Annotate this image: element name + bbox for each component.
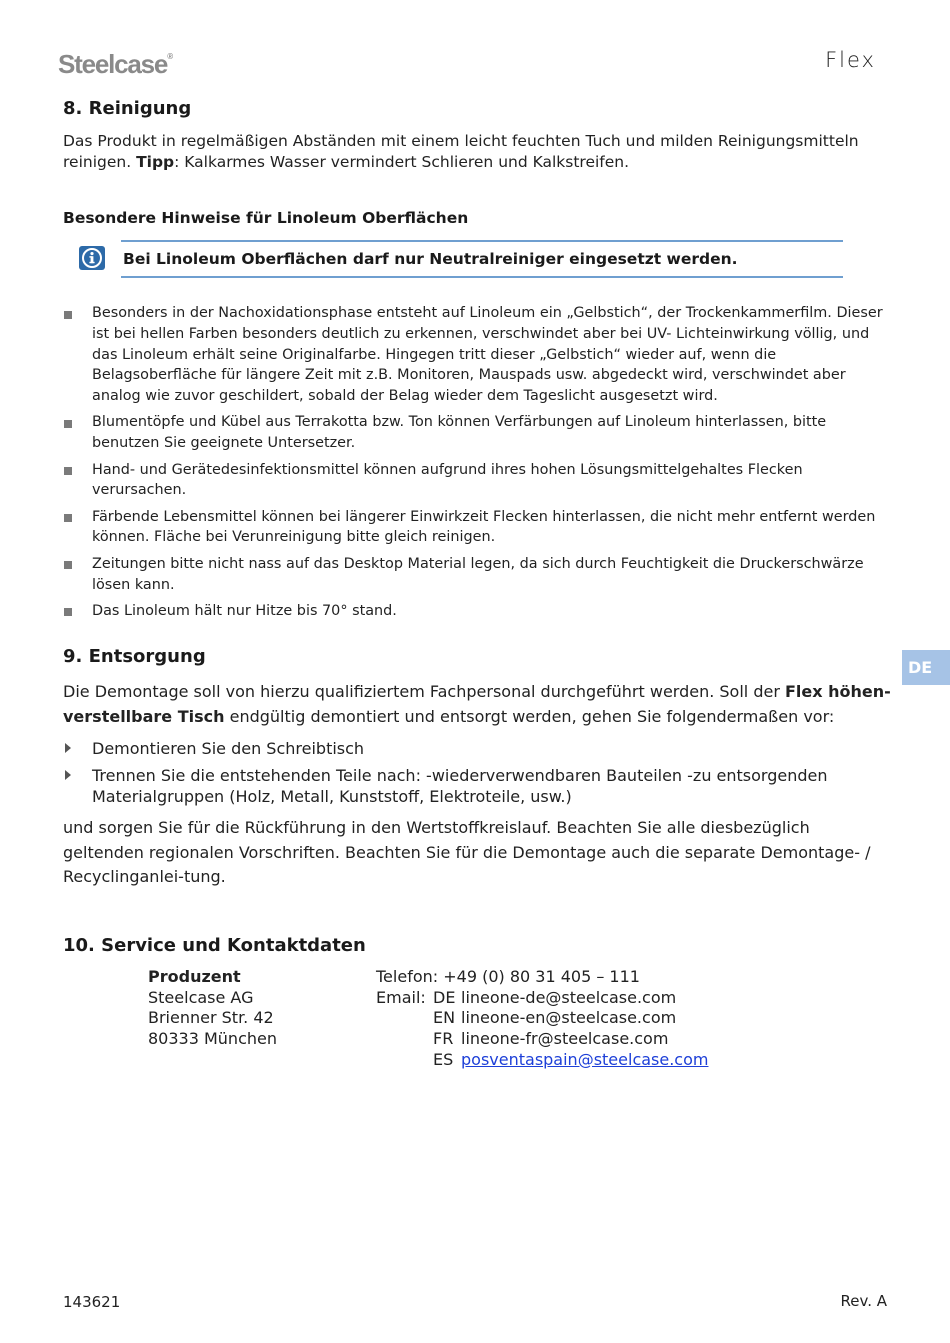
cleaning-text: Das Produkt in regelmäßigen Abständen mit einem leicht feuchten Tuch und milden Reinigungsmitteln reinigen.: [63, 132, 859, 171]
list-item: [63, 601, 893, 622]
section-heading-entsorgung: 9. Entsorgung: [63, 646, 206, 667]
producer-address: [148, 967, 368, 1050]
square-bullet-icon: [64, 561, 72, 569]
list-item: [63, 412, 893, 454]
neutral-cleaner-note: Bei Linoleum Oberflächen darf nur Neutralreiniger eingesetzt werden.: [123, 250, 738, 268]
email-label: Email:: [376, 987, 426, 1007]
list-item-text: Blumentöpfe und Kübel aus Terrakotta bzw. Ton können Verfärbungen auf Linoleum hinterlassen, bitte benutzen Sie geeignete Untersetzer.: [92, 414, 827, 452]
triangle-bullet-icon: [65, 770, 71, 780]
email-lang-fr: FR: [433, 1029, 454, 1049]
revision-label: Rev. A: [840, 1292, 887, 1310]
disposal-intro: [63, 680, 893, 729]
phone-number: Telefon: +49 (0) 80 31 405 – 111: [376, 967, 640, 986]
cleaning-paragraph: [63, 131, 893, 172]
note-rule-bottom: [121, 276, 843, 278]
email-link-de[interactable]: lineone-de@steelcase.com: [461, 987, 677, 1007]
company-name: Steelcase AG: [148, 987, 254, 1007]
info-icon: [79, 246, 105, 270]
steelcase-logo: [58, 42, 173, 79]
disposal-intro-text-end: endgültig demontiert und entsorgt werden, gehen Sie folgendermaßen vor:: [224, 706, 835, 726]
producer-label: Produzent: [148, 967, 241, 986]
square-bullet-icon: [64, 311, 72, 319]
list-item: [63, 507, 893, 549]
square-bullet-icon: [64, 467, 72, 475]
registered-mark: ®: [167, 52, 174, 61]
section-heading-service: 10. Service und Kontaktdaten: [63, 935, 366, 956]
disposal-intro-text: Die Demontage soll von hierzu qualifiziertem Fachpersonal durchgeführt werden. Soll der: [63, 682, 785, 701]
email-lang-de: DE: [433, 987, 456, 1007]
triangle-bullet-icon: [65, 743, 71, 753]
list-item-text: Trennen Sie die entstehenden Teile nach: -wiederverwendbaren Bauteilen -zu entsorgenden Materialgruppen (Holz, Metall, Kunststoff, Elektroteile, usw.): [92, 766, 828, 806]
list-item: [63, 554, 893, 596]
disposal-steps-list: [63, 738, 893, 813]
list-item: [63, 765, 893, 807]
street-address: Brienner Str. 42: [148, 1008, 274, 1028]
language-tab-de: DE: [902, 650, 950, 685]
product-name: Flex: [825, 48, 876, 72]
square-bullet-icon: [64, 608, 72, 616]
list-item-text: Das Linoleum hält nur Hitze bis 70° stand.: [92, 602, 397, 619]
list-item: [63, 460, 893, 502]
email-link-es[interactable]: posventaspain@steelcase.com: [461, 1049, 709, 1069]
list-item-text: Demontieren Sie den Schreibtisch: [92, 739, 365, 758]
square-bullet-icon: [64, 514, 72, 522]
note-rule-top: [121, 240, 843, 242]
list-item-text: Zeitungen bitte nicht nass auf das Desktop Material legen, da sich durch Feuchtigkeit die Druckerschwärze lösen kann.: [92, 555, 864, 593]
brand-name: Steelcase: [58, 49, 168, 79]
section-heading-reinigung: 8. Reinigung: [63, 98, 192, 119]
linoleum-hints-list: [63, 303, 893, 627]
list-item: [63, 303, 893, 407]
contact-details: [376, 967, 796, 1070]
email-lang-en: EN: [433, 1008, 456, 1028]
email-link-fr[interactable]: lineone-fr@steelcase.com: [461, 1029, 669, 1049]
email-lang-es: ES: [433, 1049, 454, 1069]
product-bold-name: Flex höhen-verstellbare Tisch: [63, 682, 891, 726]
document-number: 143621: [63, 1293, 121, 1311]
city-address: 80333 München: [148, 1029, 277, 1049]
list-item-text: Hand- und Gerätedesinfektionsmittel können aufgrund ihres hohen Lösungsmittelgehaltes Flecken verursachen.: [92, 461, 803, 499]
email-link-en[interactable]: lineone-en@steelcase.com: [461, 1008, 677, 1028]
list-item-text: Besonders in der Nachoxidationsphase entsteht auf Linoleum ein „Gelbstich“, der Trockenkammerfilm. Dieser ist bei hellen Farben besonders deutlich zu erkennen, verschwindet aber bei UV- Lichteinwirkung völlig, und das Linoleum erhält seine Originalfarbe. Hingegen tritt dieser „Gelbstich“ wieder auf, wenn die Belagsoberfläche für längere Zeit mit z.B. Monitoren, Mauspads usw. abgedeckt wird, verschwindet aber analog wie zuvor geschildert, sobald der Belag wieder dem Tageslicht ausgesetzt wird.: [92, 305, 883, 405]
linoleum-subheading: Besondere Hinweise für Linoleum Oberflächen: [63, 209, 469, 227]
square-bullet-icon: [64, 420, 72, 428]
tip-label: Tipp: [136, 152, 175, 171]
list-item-text: Färbende Lebensmittel können bei längerer Einwirkzeit Flecken hinterlassen, die nicht mehr entfernt werden können. Fläche bei Verunreinigung bitte gleich reinigen.: [92, 508, 876, 546]
tip-text: : Kalkarmes Wasser vermindert Schlieren und Kalkstreifen.: [174, 152, 630, 171]
disposal-outro: und sorgen Sie für die Rückführung in den Wertstoffkreislauf. Beachten Sie alle diesbezüglich geltenden regionalen Vorschriften. Beachten Sie für die Demontage auch die separate Demontage- / Recyclinganlei-tung.: [63, 818, 871, 886]
list-item: [63, 738, 893, 759]
